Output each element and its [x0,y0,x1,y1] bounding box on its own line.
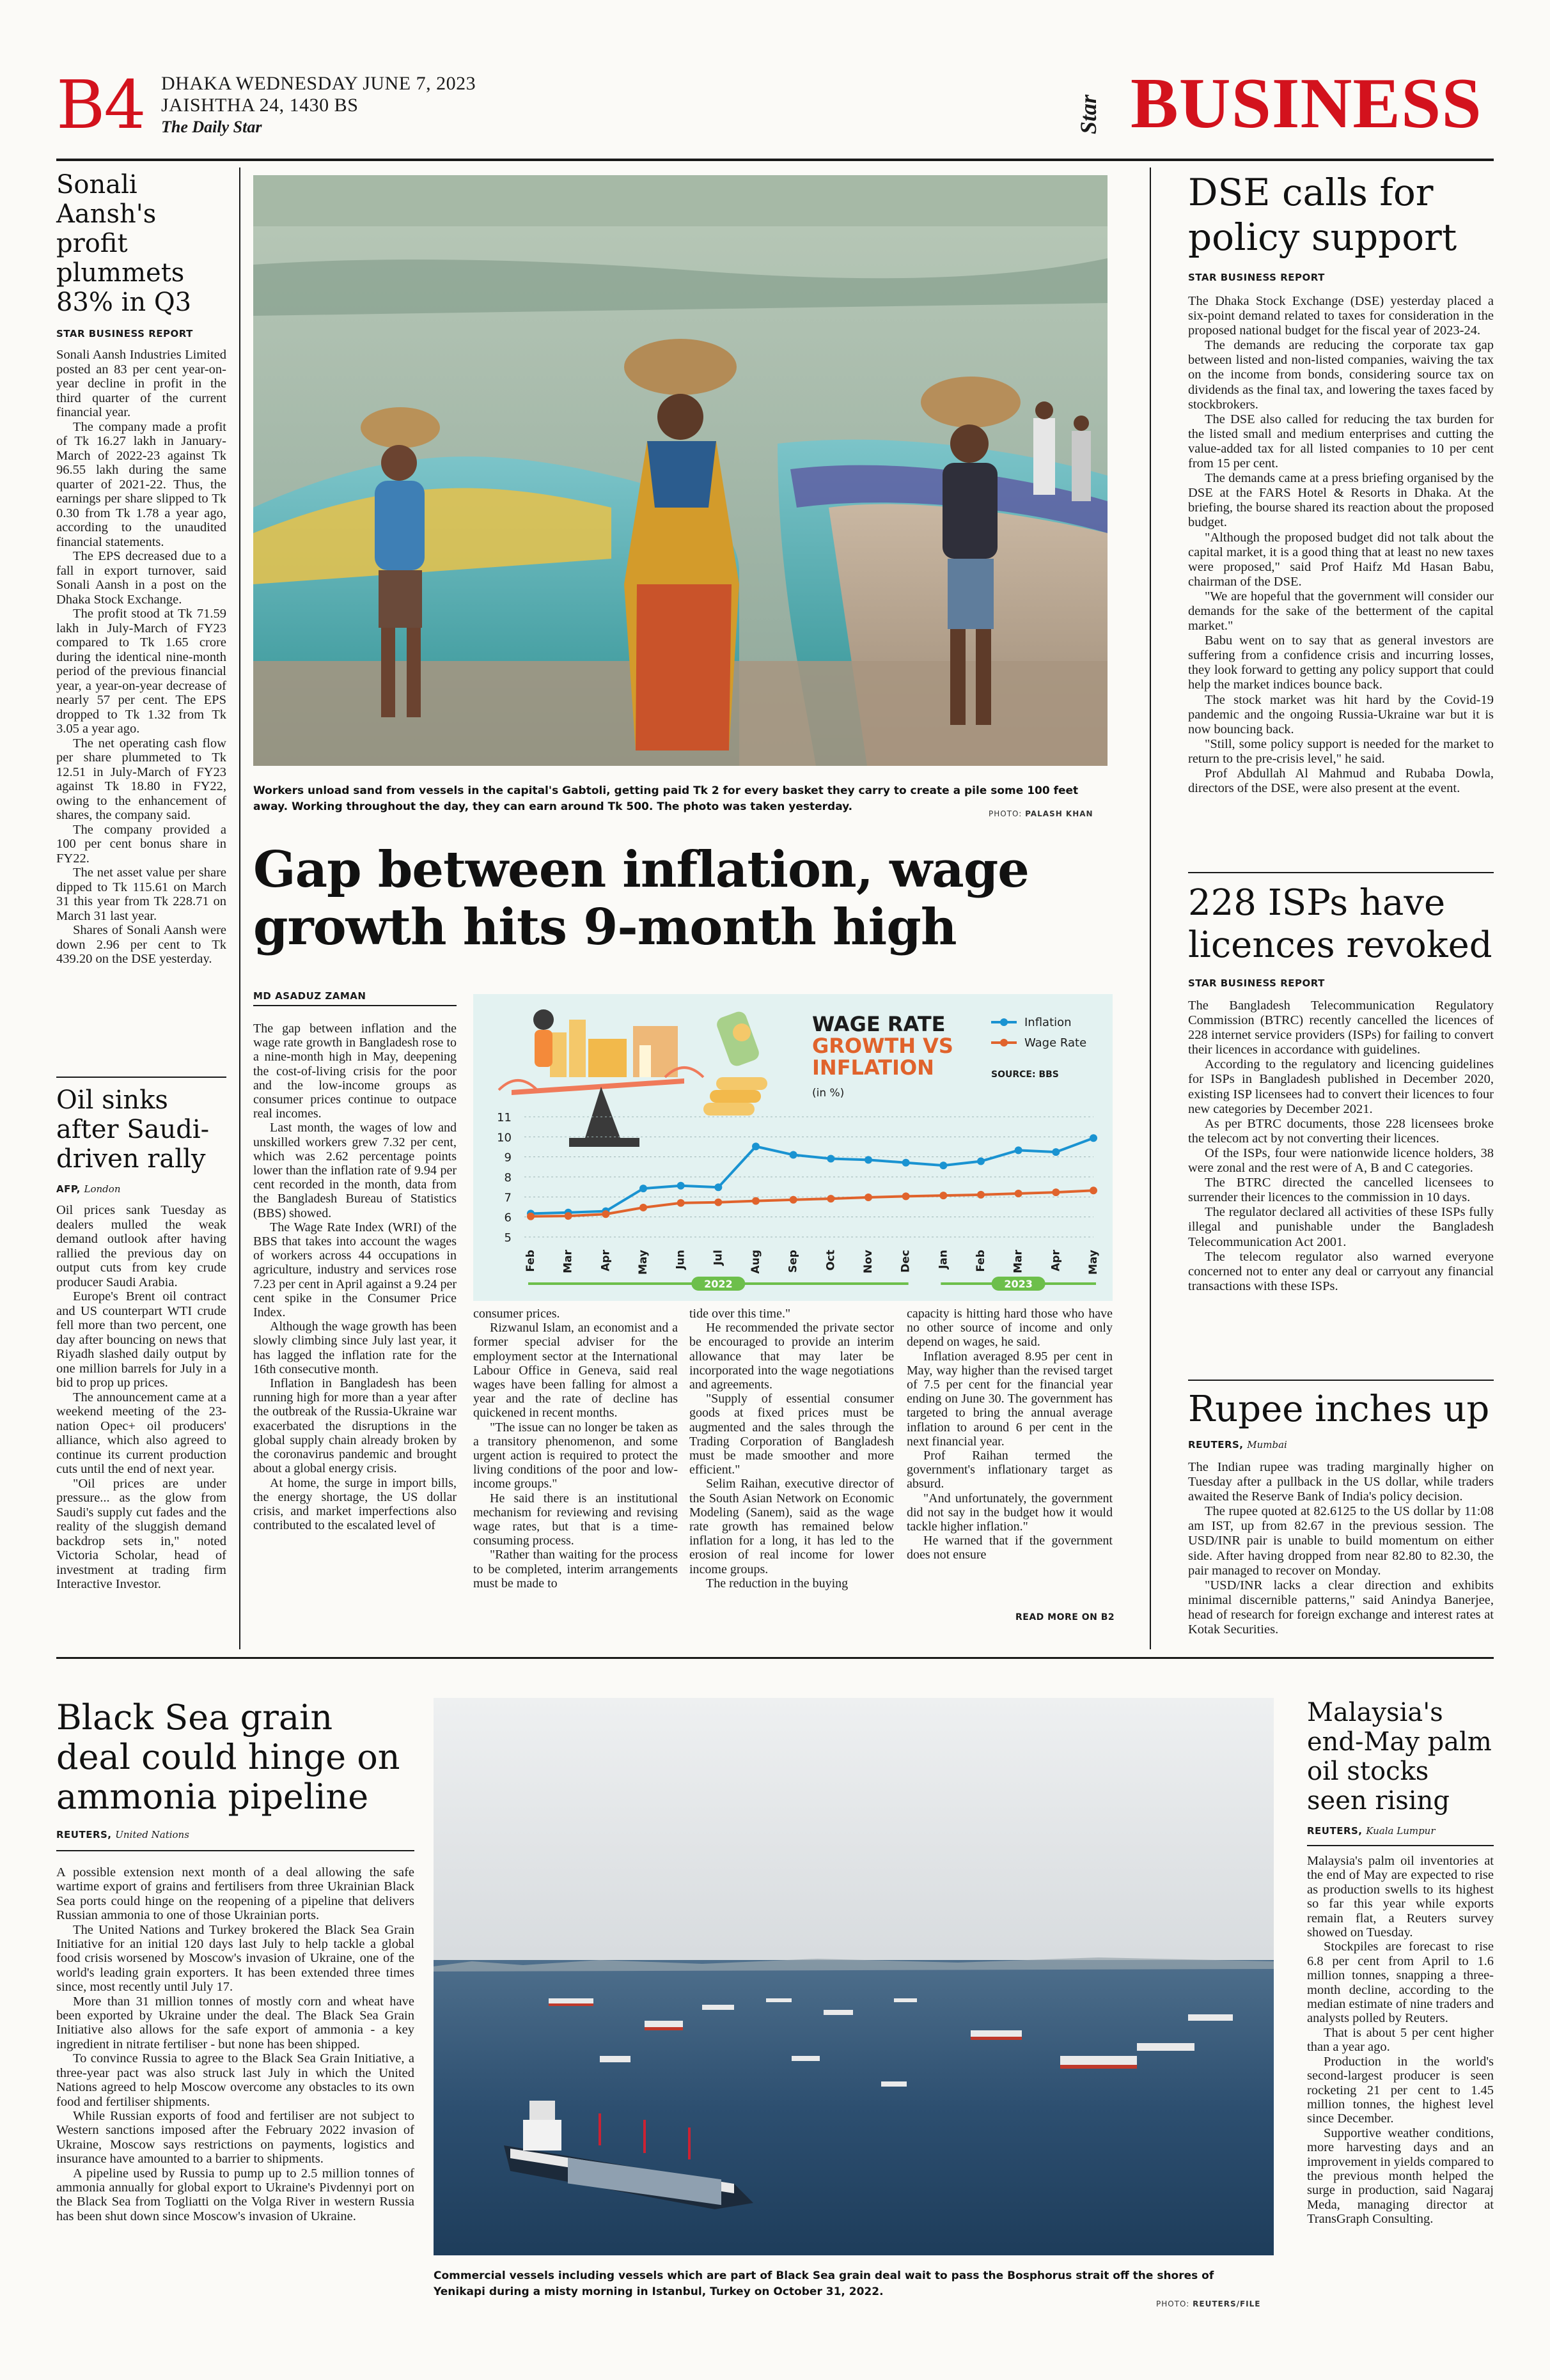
sonali-headline: Sonali Aansh's profit plummets 83% in Q3 [56,170,192,317]
dse-p5: "Although the proposed budget did not talk about the capital market, it is a good thing that at least no new taxes were proposed," said Prof Haifz Md Hasan Babu, chairman of the DSE. [1188,530,1494,589]
x-tick-label: Nov [862,1250,875,1273]
dse-p4: The demands came at a press briefing organised by the DSE at the FARS Hotel & Resorts in Dhaka. At the briefing, the bourse shared its reaction about the proposed budget. [1188,471,1494,530]
right-divider-1 [1188,872,1494,873]
masthead-rule [56,159,1494,161]
lead-c4-p2: Inflation averaged 8.95 per cent in May, way higher than the revised target of 7.5 per cent for the financial year ending on June 30. The government has targeted to bring the annual average inflation to around 6 per cent in the next financial year. [907,1349,1113,1449]
rupee-p3: "USD/INR lacks a clear direction and exhibits minimal discernible patterns," said Anindya Banerjee, head of research for foreign exchange and interest rates at Kotak Securities. [1188,1578,1494,1637]
top-photo-credit [989,809,1093,818]
oil-p3: The announcement came at a weekend meeting of the 23-nation Opec+ oil producers' alliance, which also agreed to continue its current production cuts until the end of next year. [56,1390,226,1476]
x-tick-label: Mar [561,1250,575,1273]
inflation-point [902,1159,910,1167]
palm-byline [1307,1824,1494,1837]
top-photo-credit-name: PALASH KHAN [1025,809,1093,818]
top-photo-caption: Workers unload sand from vessels in the capital's Gabtoli, getting paid Tk 2 for every basket they carry to create a pile some 100 feet away. Working throughout the day, they can earn around Tk 500. The photo was taken yesterday. [253,784,1079,813]
sonali-p4: The profit stood at Tk 71.59 lakh in July-March of FY23 compared to Tk 1.65 crore during the identical nine-month period of the previous financial year, a year-on-year decrease of nearly 57 per cent. The EPS dropped to Tk 1.32 from Tk 3.05 a year ago. [56,607,226,736]
sonali-story [56,170,226,967]
sand-workers-image [253,175,1108,766]
x-tick-label: Sep [787,1250,800,1273]
column-rule-left [239,167,240,1649]
x-tick-label: Mar [1012,1250,1025,1273]
y-tick-label: 10 [497,1131,512,1145]
blacksea-headline: Black Sea grain deal could hinge on ammonia pipeline [56,1697,400,1817]
oil-agency: AFP, [56,1183,81,1195]
lead-c2-p1: consumer prices. [473,1307,560,1321]
blacksea-p1: A possible extension next month of a deal allowing the safe wartime export of grains and fertilisers from three Ukrainian Black Sea ports could hinge on the reopening of a pipeline that delivers Russian ammonia to one of those Ukrainian ports. [56,1865,414,1923]
year-label-2023: 2023 [1004,1278,1033,1290]
x-tick-label: Apr [1049,1250,1063,1272]
isp-body [1188,999,1494,1294]
chart-source: SOURCE: BBS [991,1069,1059,1080]
top-photo-credit-label: PHOTO: [989,809,1022,818]
isp-p2: According to the regulatory and licencing guidelines for ISPs in Bangladesh published in December 2020, existing ISP licensees had to convert their licences to four new categories by December 2021. [1188,1057,1494,1116]
bottom-photo-credit-name: REUTERS/FILE [1193,2299,1261,2308]
lead-headline: Gap between inflation, wage growth hits 9-month high [253,841,1029,956]
wage-rate-point [865,1194,872,1201]
right-divider-2 [1188,1380,1494,1381]
lead-c1-p3: The Wage Rate Index (WRI) of the BBS that takes into account the wages of workers across 44 occupations in agriculture, industry and services rose 7.23 per cent in April against a 9.24 per cent spike in the Consumer Price Index. [253,1220,457,1320]
oil-body [56,1203,226,1592]
lead-c1-p2: Last month, the wages of low and unskilled workers grew 7.32 per cent, which was 2.62 percentage points lower than the inflation rate of 9.94 per cent recorded in the month, data from the Bangladesh Bureau of Statistics (BBS) showed. [253,1121,457,1220]
wage-rate-point [602,1210,609,1218]
dse-p10: Prof Abdullah Al Mahmud and Rubaba Dowla, directors of the DSE, were also present at the event. [1188,766,1494,796]
y-tick-label: 7 [504,1191,512,1205]
x-tick-label: Dec [899,1250,912,1273]
y-tick-label: 5 [504,1231,512,1245]
rupee-p2: The rupee quoted at 82.6125 to the US dollar by 11:08 am IST, up from 82.67 in the previous session. The USD/INR pair is unable to build momentum on either side. After having dropped from near 82.80 to 82.30, the pair managed to recover on Monday. [1188,1504,1494,1578]
lead-col2 [473,1307,678,1591]
lead-c3-p3: "Supply of essential consumer goods at fixed prices must be augmented and the sales through the Trading Corporation of Bangladesh must be made smoother and more efficient." [689,1392,894,1477]
lead-c4-p3: Prof Raihan termed the government's inflationary target as absurd. [907,1449,1113,1491]
oil-story [56,1085,226,1592]
wage-rate-point [902,1192,910,1200]
lead-c3-p4: Selim Raihan, executive director of the South Asian Network on Economic Modeling (Sanem), said as the wage rate growth has remained below inflation for a long, it has led to the erosion of real income for lower income groups. [689,1477,894,1576]
lead-col4 [907,1307,1113,1562]
bosphorus-image [434,1698,1274,2255]
lead-byline: MD ASADUZ ZAMAN [253,990,366,1002]
left-divider [56,1077,226,1078]
blacksea-agency: REUTERS, [56,1829,112,1840]
legend-wage-dot [1000,1039,1008,1046]
paper-name: The Daily Star [161,118,262,136]
sonali-p8: Shares of Sonali Aansh were down 2.96 per cent to Tk 439.20 on the DSE yesterday. [56,923,226,966]
legend-inflation-label: Inflation [1024,1016,1072,1029]
lead-c1-p6: At home, the surge in import bills, the energy shortage, the US dollar crisis, and market imperfections also contributed to the escalated level of [253,1475,457,1533]
dse-body [1188,294,1494,796]
lead-c4-p1: capacity is hitting hard those who have no other source of income and only depend on wages, he said. [907,1307,1113,1349]
x-tick-label: Oct [824,1250,838,1271]
sand-workers-photo [253,175,1108,766]
chart-title-3: INFLATION [812,1055,934,1080]
chart-unit: (in %) [812,1087,845,1100]
palm-p4: Production in the world's second-largest producer is seen rocketing 21 per cent to 1.45 million tonnes, the highest level since December. [1307,2054,1494,2126]
lead-c4-p5: He warned that if the government does not ensure [907,1534,1113,1562]
wage-rate-point [977,1191,985,1199]
sonali-p5: The net operating cash flow per share plummeted to Tk 12.51 in July-March of FY23 against Tk 18.80 in FY22, owing to the enhancement of shares, the company said. [56,736,226,822]
sonali-p7: The net asset value per share dipped to Tk 115.61 on March 31 this year from Tk 228.71 on March 31 last year. [56,866,226,923]
rupee-location: Mumbai [1247,1439,1287,1451]
x-tick-label: May [637,1250,650,1275]
dse-headline: DSE calls for policy support [1188,171,1457,259]
sonali-p3: The EPS decreased due to a fall in export turnover, said Sonali Aansh in a post on the Dhaka Stock Exchange. [56,549,226,607]
lead-c1-p5: Inflation in Bangladesh has been running high for more than a year after the outbreak of the Russia-Ukraine war exacerbated the disruptions in the global supply chain already broken by the coronavirus pandemic and brought about a global energy crisis. [253,1376,457,1476]
palm-p1: Malaysia's palm oil inventories at the end of May are expected to rise as production swells to its highest so far this year while exports remain flat, a Reuters survey showed on Tuesday. [1307,1854,1494,1940]
x-tick-label: Apr [599,1250,613,1272]
sonali-byline: STAR BUSINESS REPORT [56,328,193,339]
date-line: DHAKA WEDNESDAY JUNE 7, 2023 [161,73,476,94]
x-tick-label: Jul [712,1250,725,1266]
dse-p9: "Still, some policy support is needed for the market to return to the pre-crisis level," he said. [1188,736,1494,766]
inflation-point [790,1151,797,1159]
inflation-point [827,1155,834,1162]
palm-byline-rule [1307,1845,1494,1846]
y-tick-label: 9 [504,1151,512,1165]
bottom-photo-credit-label: PHOTO: [1156,2299,1190,2308]
lead-col1 [253,1022,457,1532]
blacksea-p3: More than 31 million tonnes of mostly corn and wheat have been exported by Ukraine under the deal. The Black Sea Grain Initiative also allows for the safe export of ammonia - a key ingredient in nitrate fertiliser - but none has been shipped. [56,1994,414,2051]
wage-rate-point [939,1192,947,1199]
wage-rate-point [1090,1186,1097,1194]
dse-p1: The Dhaka Stock Exchange (DSE) yesterday placed a six-point demand related to taxes for consideration in the proposed national budget for the fiscal year of 2023-24. [1188,294,1494,338]
isp-p5: The BTRC directed the cancelled licensees to surrender their licences to the commission in 10 days. [1188,1176,1494,1205]
wage-rate-point [752,1197,760,1205]
isp-p1: The Bangladesh Telecommunication Regulatory Commission (BTRC) recently cancelled the licences of 228 internet service providers (ISPs) for failing to convert their licences in accordance with guidelines. [1188,999,1494,1057]
palm-agency: REUTERS, [1307,1825,1363,1837]
x-tick-label: Feb [524,1250,537,1272]
bottom-band-rule [56,1657,1494,1659]
dse-p6: "We are hopeful that the government will consider our demands for the sake of the betterment of the capital market." [1188,589,1494,634]
palm-story [1307,1698,1494,2227]
palm-headline: Malaysia's end-May palm oil stocks seen rising [1307,1698,1492,1816]
section-title: BUSINESS [1131,64,1482,143]
isp-story [1188,882,1494,1294]
wage-rate-point [1052,1188,1060,1196]
rupee-story [1188,1388,1494,1637]
blacksea-location: United Nations [115,1829,189,1840]
oil-p1: Oil prices sank Tuesday as dealers mulled the weak demand outlook after having rallied the previous day on output cuts from key crude producer Saudi Arabia. [56,1203,226,1289]
rupee-body [1188,1460,1494,1637]
wage-rate-point [714,1199,722,1206]
bottom-photo-caption: Commercial vessels including vessels which are part of Black Sea grain deal wait to pass the Bosphorus strait off the shores of Yenikapi during a misty morning in Istanbul, Turkey on October 31, 2022. [434,2269,1214,2298]
rupee-p1: The Indian rupee was trading marginally higher on Tuesday after a pullback in the US dollar, while traders awaited the Reserve Bank of India's policy decision. [1188,1460,1494,1504]
blacksea-p4: To convince Russia to agree to the Black Sea Grain Initiative, a three-year pact was also struck last July in which the United Nations agreed to help Moscow overcome any obstacles to its own food and fertiliser shipments. [56,2051,414,2109]
star-logo: Star [1076,94,1101,134]
x-tick-label: Jun [674,1250,687,1270]
x-tick-label: May [1087,1250,1100,1275]
bosphorus-photo [434,1698,1274,2255]
bottom-photo-credit [1156,2299,1260,2308]
inflation-point [865,1156,872,1163]
oil-p4: "Oil prices are under pressure... as the glow from Saudi's supply cut fades and the reality of the sluggish demand backdrop sets in," noted Victoria Scholar, head of investment at trading firm Interactive Investor. [56,1476,226,1591]
blacksea-body [56,1865,414,2223]
year-label-2022: 2022 [704,1278,733,1290]
dse-p2: The demands are reducing the corporate tax gap between listed and non-listed companies, waiving the tax on the income from bonds, considering source tax on dividends as the final tax, and lowering the taxes faced by stockbrokers. [1188,338,1494,412]
lead-col3 [689,1307,894,1591]
sonali-p1: Sonali Aansh Industries Limited posted an 83 per cent year-on-year decline in profit in the third quarter of the current financial year. [56,348,226,419]
palm-location: Kuala Lumpur [1366,1825,1436,1837]
inflation-point [639,1185,647,1192]
isp-byline: STAR BUSINESS REPORT [1188,977,1325,989]
inflation-point [977,1158,985,1165]
oil-p2: Europe's Brent oil contract and US counterpart WTI crude fell more than two percent, one day after bouncing on news that Riyadh slashed daily output by one million barrels for July in a bid to prop up prices. [56,1289,226,1390]
rupee-agency: REUTERS, [1188,1439,1244,1451]
palm-p2: Stockpiles are forecast to rise 6.8 per cent from April to 1.6 million tonnes, snapping a three-month decline, according to the median estimate of nine traders and analysts polled by Reuters. [1307,1940,1494,2026]
blacksea-p6: A pipeline used by Russia to pump up to 2.5 million tonnes of ammonia annually for global export to Ukraine's Pivdennyi port on the Black Sea from Togliatti on the Volga River in western Russia has been shut down since Moscow's invasion of Ukraine. [56,2166,414,2223]
chart-svg [473,994,1113,1301]
inflation-point [939,1162,947,1169]
lead-byline-rule [253,1005,457,1006]
blacksea-byline-rule [56,1850,414,1851]
lead-c3-p2: He recommended the private sector be encouraged to provide an interim allowance that may later be incorporated into the wage negotiations and agreements. [689,1321,894,1392]
dse-p7: Babu went on to say that as general investors are suffering from a confidence crisis and incurring losses, they look forward to getting any policy support that could help the market indices bounce back. [1188,634,1494,692]
isp-p7: The telecom regulator also warned everyone concerned not to enter any deal or carryout any financial transactions with these ISPs. [1188,1249,1494,1293]
x-tick-label: Aug [749,1250,762,1274]
palm-body [1307,1854,1494,2227]
blacksea-p2: The United Nations and Turkey brokered the Black Sea Grain Initiative for an initial 120 days last July to help tackle a global food crisis worsened by Moscow's invasion of Ukraine, one of the world's leading grain exporters. It has been extended three times since, most recently until July 17. [56,1922,414,1995]
wage-rate-point [639,1204,647,1211]
lead-c2-p3: "The issue can no longer be taken as a transitory phenomenon, and some urgent action is required to protect the living conditions of the poor and low-income groups." [473,1420,678,1491]
wage-rate-point [527,1213,535,1220]
bangla-date: JAISHTHA 24, 1430 BS [161,95,359,116]
palm-p3: That is about 5 per cent higher than a year ago. [1307,2025,1494,2055]
dse-byline: STAR BUSINESS REPORT [1188,272,1325,283]
lead-c2-p4: He said there is an institutional mechanism for reviewing and revising wage rates, but that is a time-consuming process. [473,1491,678,1548]
inflation-point [714,1183,722,1191]
y-tick-label: 6 [504,1211,512,1225]
masthead [56,64,1494,153]
blacksea-story [56,1698,414,2223]
blacksea-p5: While Russian exports of food and fertiliser are not subject to Western sanctions imposed after the February 2022 invasion of Ukraine, Moscow says restrictions on payments, logistics and insurance have amounted to a barrier to shipments. [56,2108,414,2166]
wage-rate-point [565,1212,572,1220]
oil-location: London [84,1183,121,1195]
oil-headline: Oil sinks after Saudi-driven rally [56,1085,210,1174]
palm-p5: Supportive weather conditions, more harvesting days and an improvement in yields compared to the previous month helped the surge in production, said Nagaraj Meda, managing director at TransGraph Consulting. [1307,2126,1494,2227]
y-tick-label: 11 [497,1111,512,1124]
rupee-byline [1188,1438,1494,1451]
wage-rate-point [827,1195,834,1202]
lead-c2-p2: Rizwanul Islam, an economist and a former special adviser for the employment sector at the International Labour Office in Geneva, said real wages have been falling for almost a year and the rate of decline has quickened in recent months. [473,1321,678,1420]
lead-c3-p5: The reduction in the buying [706,1576,849,1591]
lead-c1-p1: The gap between inflation and the wage rate growth in Bangladesh rose to a nine-month high in May, deepening the cost-of-living crisis for the poor and the low-income groups as consumer prices continue to outpace real incomes. [253,1022,457,1121]
x-tick-label: Feb [975,1250,987,1272]
sonali-p6: The company provided a 100 per cent bonus share in FY22. [56,822,226,866]
isp-p6: The regulator declared all activities of these ISPs fully illegal and punishable under the Bangladesh Telecommunication Act 2001. [1188,1205,1494,1249]
wage-rate-point [677,1199,685,1207]
dse-p3: The DSE also called for reducing the tax burden for the listed small and medium enterprises and cutting the value-added tax for all listed companies to 10 per cent from 15 per cent. [1188,412,1494,471]
lead-c3-p1: tide over this time." [689,1307,791,1321]
lead-c2-p5: "Rather than waiting for the process to be completed, interim arrangements must be made to [473,1548,678,1591]
chart-title-2: GROWTH VS [812,1034,953,1058]
isp-p4: Of the ISPs, four were nationwide licence holders, 38 were zonal and the rest were of A, B and C categories. [1188,1146,1494,1176]
sonali-p2: The company made a profit of Tk 16.27 lakh in January-March of 2022-23 against Tk 96.55 lakh during the same quarter of 2021-22. Thus, the earnings per share slipped to Tk 0.30 from Tk 1.78 a year ago, according to the unaudited financial statements. [56,419,226,549]
dse-p8: The stock market was hit hard by the Covid-19 pandemic and the ongoing Russia-Ukraine war but it is now bouncing back. [1188,692,1494,736]
lead-c1-p4: Although the wage growth has been slowly climbing since July last year, it has lagged the inflation rate for the 16th consecutive month. [253,1319,457,1376]
wage-rate-point [1015,1190,1022,1197]
column-rule-right [1150,167,1151,1649]
inflation-point [677,1182,685,1190]
legend-inflation-dot [1000,1018,1008,1026]
chart-title-1: WAGE RATE [812,1012,946,1036]
wage-rate-point [790,1196,797,1204]
inflation-point [1052,1148,1060,1156]
inflation-point [1090,1134,1097,1142]
inflation-point [1015,1146,1022,1154]
x-tick-label: Jan [937,1250,950,1269]
inflation-point [752,1142,760,1150]
rupee-headline: Rupee inches up [1188,1388,1490,1430]
isp-headline: 228 ISPs have licences revoked [1188,882,1492,966]
page-label: B4 [56,66,145,144]
blacksea-byline [56,1828,414,1841]
lead-c4-p4: "And unfortunately, the government did not say in the budget how it would tackle higher inflation." [907,1491,1113,1534]
isp-p3: As per BTRC documents, those 228 licensees broke the telecom act by not converting their licences. [1188,1116,1494,1146]
sonali-body [56,348,226,967]
y-tick-label: 8 [504,1171,512,1185]
wage-inflation-chart [473,994,1113,1301]
read-more-link[interactable]: READ MORE ON B2 [1015,1612,1115,1622]
legend-wage-label: Wage Rate [1024,1036,1087,1050]
dse-story [1188,170,1494,796]
oil-byline [56,1183,226,1195]
